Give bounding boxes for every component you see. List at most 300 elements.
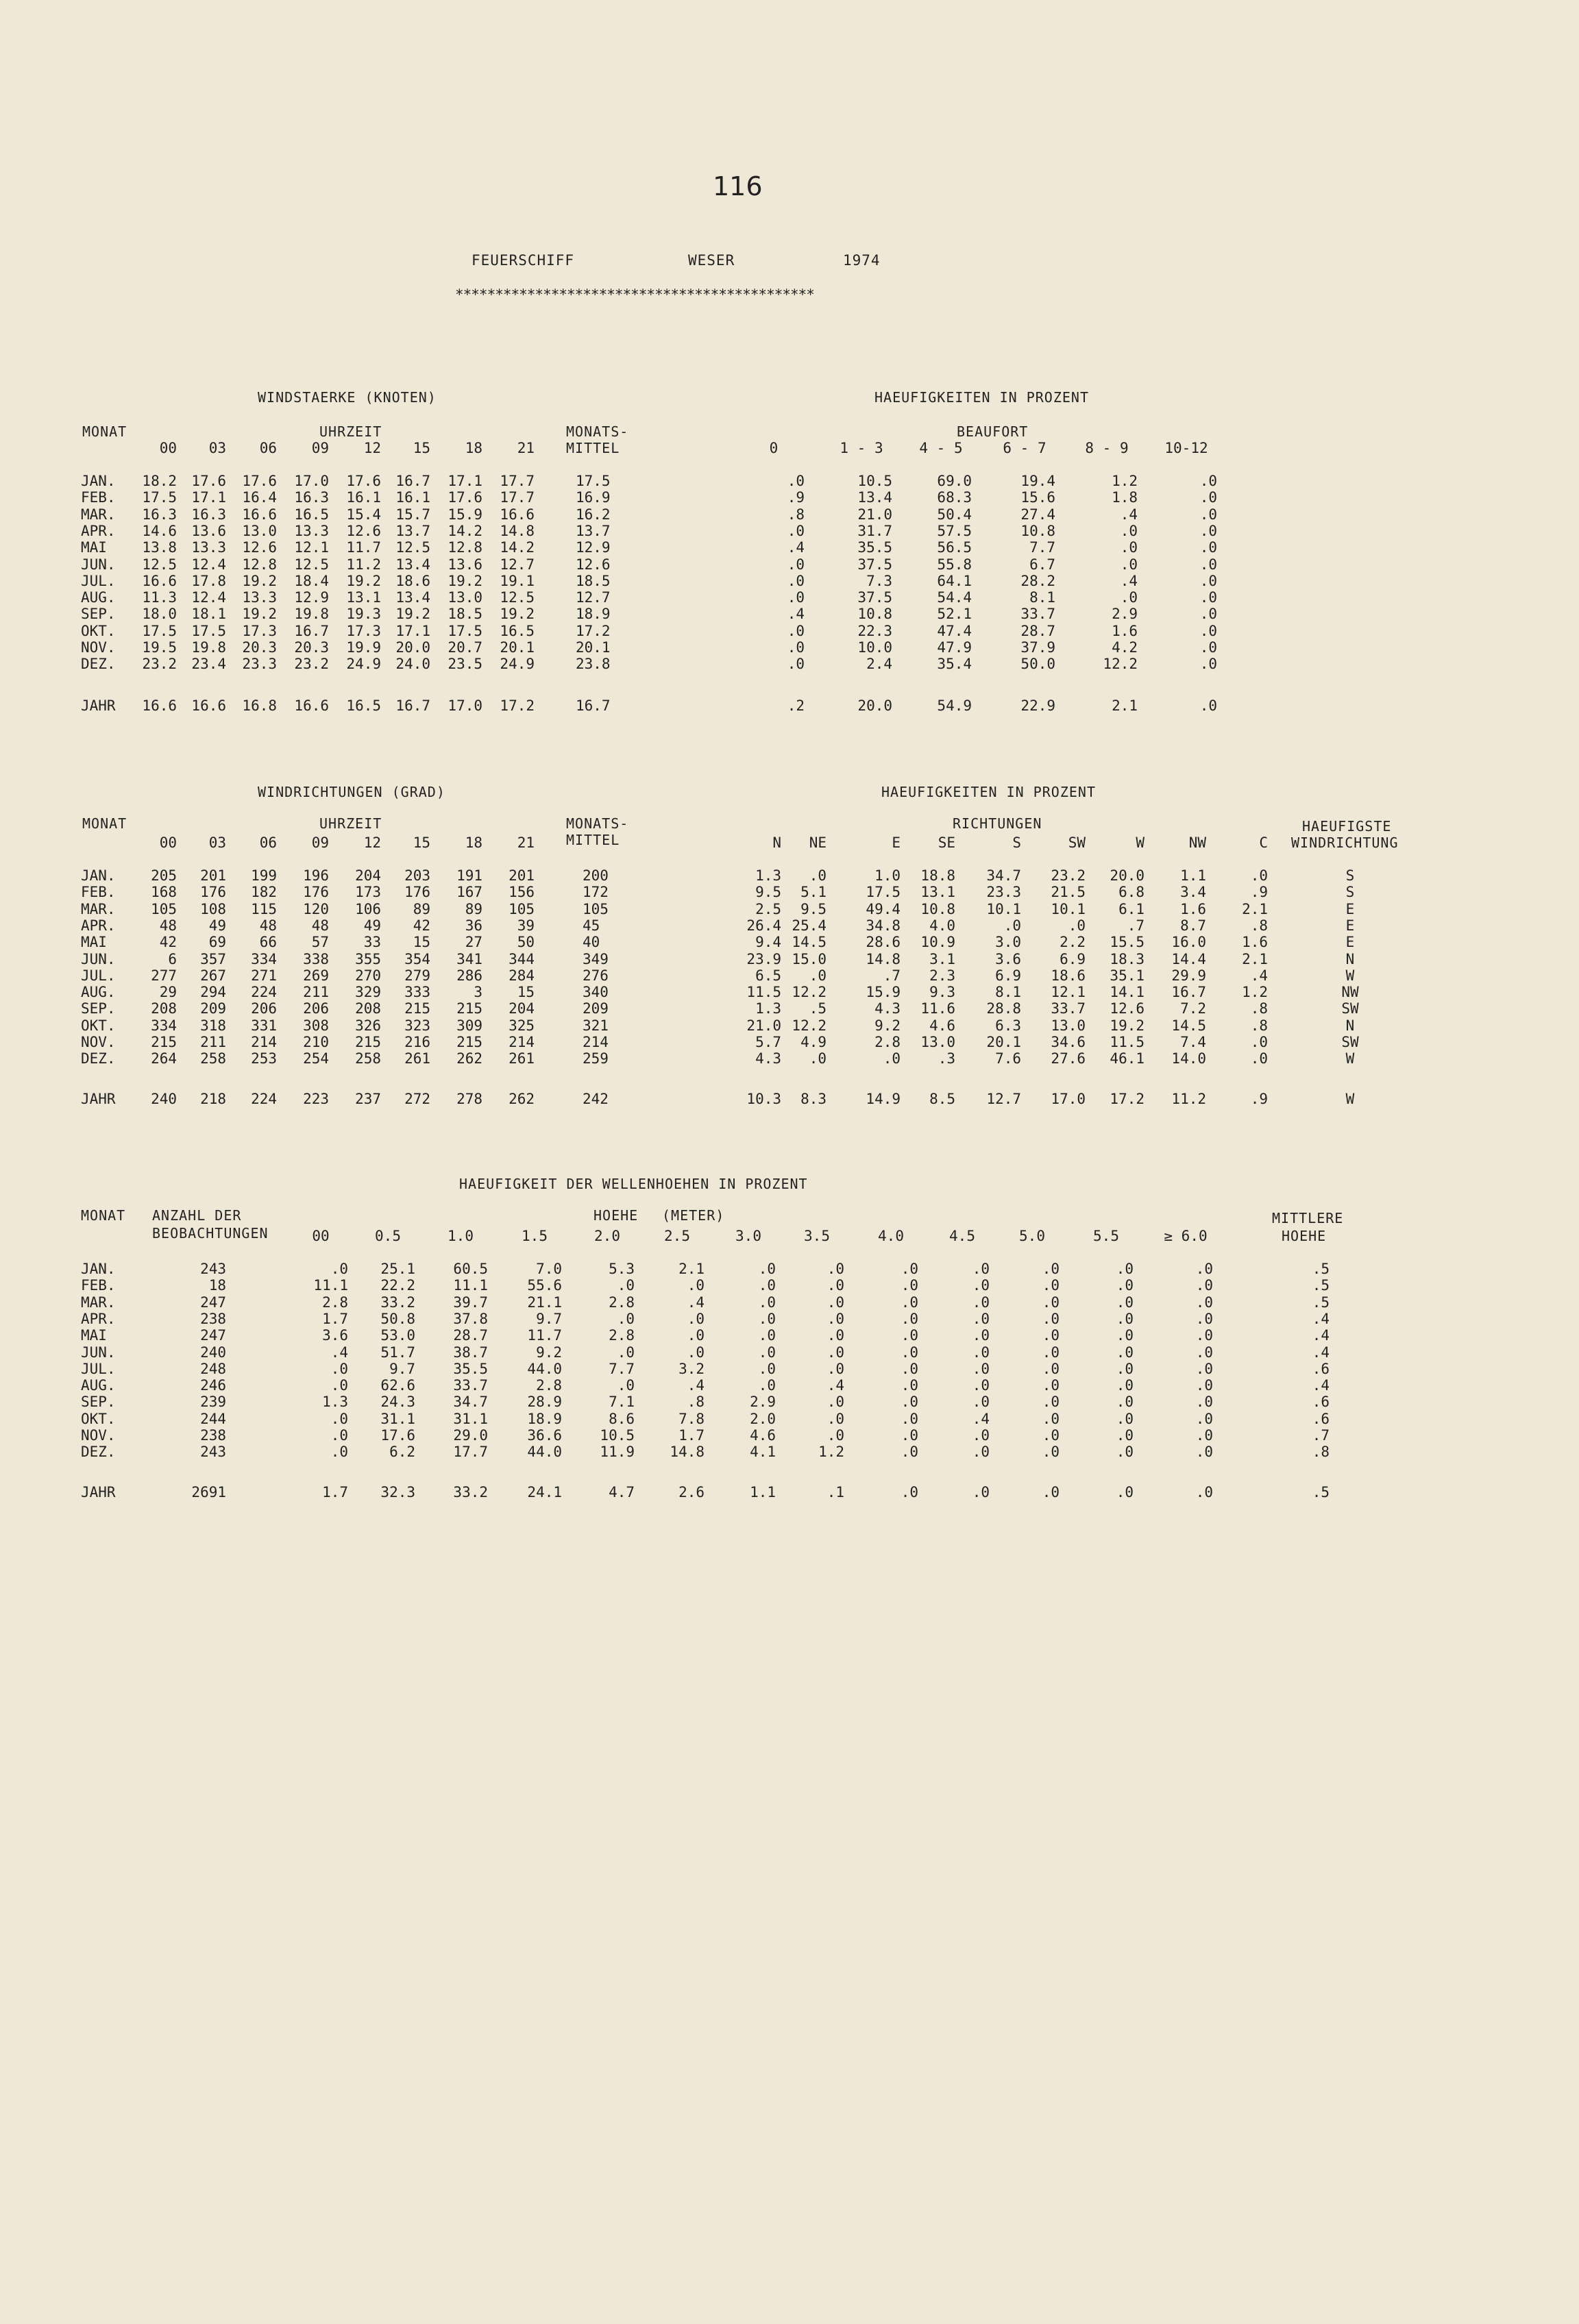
beaufort-percent-value: .0: [1199, 506, 1217, 523]
month-label: DEZ.: [81, 1444, 116, 1461]
direction-percent-value: 10.9: [920, 934, 955, 951]
month-label: JUN.: [81, 556, 116, 573]
wind-speed-value: 13.1: [346, 589, 381, 606]
most-frequent-direction: W: [1345, 1050, 1355, 1067]
wave-percent-value: 62.6: [380, 1377, 415, 1394]
beaufort-percent-value: .0: [1199, 556, 1217, 573]
direction-percent-value: .9: [1250, 1091, 1268, 1107]
month-label: NOV.: [81, 639, 116, 656]
hour-header: 00: [159, 440, 177, 456]
observation-count: 239: [200, 1394, 226, 1411]
wind-speed-value: 18.1: [191, 606, 226, 623]
direction-percent-value: 10.1: [1051, 900, 1086, 917]
most-frequent-direction: SW: [1341, 1000, 1359, 1017]
hour-header: 03: [208, 835, 226, 851]
wind-direction-value: 355: [355, 950, 381, 967]
wind-direction-value: 309: [456, 1017, 482, 1034]
direction-percent-value: .9: [1250, 884, 1268, 901]
beaufort-percent-value: 33.7: [1020, 606, 1055, 623]
mean-height-value: .6: [1312, 1360, 1330, 1377]
s3-anzahl-label: ANZAHL DER: [152, 1207, 242, 1224]
wave-percent-value: 3.6: [322, 1327, 348, 1344]
direction-percent-value: 34.7: [986, 867, 1021, 884]
wind-speed-value: 12.5: [395, 539, 430, 556]
most-frequent-direction: E: [1345, 917, 1355, 934]
month-label: JUN.: [81, 950, 116, 967]
mean-height-value: .5: [1312, 1484, 1330, 1500]
mean-height-value: .5: [1312, 1294, 1330, 1311]
wave-percent-value: 55.6: [527, 1277, 562, 1294]
month-label: MAR.: [81, 506, 116, 523]
direction-percent-value: 21.5: [1051, 884, 1086, 901]
beaufort-percent-value: .0: [787, 556, 805, 573]
wind-direction-value: 210: [303, 1034, 329, 1050]
beaufort-percent-value: 2.9: [1112, 606, 1138, 623]
direction-percent-value: 25.4: [792, 917, 827, 934]
direction-percent-value: 7.4: [1180, 1034, 1206, 1050]
wind-speed-value: 16.6: [242, 506, 277, 523]
beaufort-percent-value: 20.0: [857, 697, 892, 714]
month-label: JUN.: [81, 1344, 116, 1361]
wave-percent-value: .0: [1042, 1394, 1060, 1411]
wind-direction-value: 120: [303, 900, 329, 917]
beaufort-percent-value: 10.8: [857, 606, 892, 623]
s2-monats-label: MONATS-: [566, 815, 629, 832]
s2-right-title: HAEUFIGKEITEN IN PROZENT: [881, 784, 1096, 800]
direction-percent-value: 13.0: [1051, 1017, 1086, 1034]
wave-percent-value: .0: [972, 1444, 990, 1461]
wave-percent-value: 1.3: [322, 1394, 348, 1411]
wind-direction-value: 224: [251, 984, 277, 1001]
most-frequent-direction: W: [1345, 1091, 1355, 1107]
mean-height-value: .4: [1312, 1344, 1330, 1361]
wind-speed-value: 17.5: [191, 622, 226, 639]
wind-speed-value: 17.6: [346, 473, 381, 489]
wave-percent-value: .8: [687, 1394, 705, 1411]
direction-percent-value: 26.4: [746, 917, 781, 934]
wind-direction-value: 39: [517, 917, 535, 934]
direction-percent-value: 12.7: [986, 1091, 1021, 1107]
wind-direction-value: 105: [151, 900, 177, 917]
wave-percent-value: 4.6: [750, 1427, 776, 1444]
wind-speed-value: 13.3: [242, 589, 277, 606]
wave-percent-value: 38.7: [453, 1344, 488, 1361]
beaufort-percent-value: .0: [1199, 572, 1217, 589]
month-label: OKT.: [81, 1017, 116, 1034]
wind-direction-value: 344: [509, 950, 535, 967]
most-frequent-direction: SW: [1341, 1034, 1359, 1050]
wave-percent-value: .0: [617, 1344, 635, 1361]
beaufort-percent-value: 37.5: [857, 589, 892, 606]
wind-direction-value: 3: [474, 984, 482, 1001]
month-label: DEZ.: [81, 656, 116, 673]
wave-percent-value: .0: [1195, 1444, 1213, 1461]
wind-direction-value: 156: [509, 884, 535, 901]
mean-height-value: .4: [1312, 1327, 1330, 1344]
wind-speed-value: 17.7: [500, 489, 535, 506]
wind-speed-value: 19.2: [242, 572, 277, 589]
wind-speed-value: 18.0: [142, 606, 177, 623]
wind-speed-value: 24.0: [395, 656, 430, 673]
wind-speed-value: 13.4: [395, 556, 430, 573]
beaufort-percent-value: 56.5: [937, 539, 972, 556]
wind-speed-value: 17.2: [500, 697, 535, 714]
wind-direction-value: 209: [200, 1000, 226, 1017]
wind-direction-value: 50: [517, 934, 535, 951]
beaufort-percent-value: .0: [787, 473, 805, 489]
wave-percent-value: 44.0: [527, 1444, 562, 1461]
hour-header: 06: [259, 835, 277, 851]
wind-speed-value: 19.8: [294, 606, 329, 623]
wave-percent-value: 50.8: [380, 1310, 415, 1327]
most-frequent-direction: E: [1345, 934, 1355, 951]
direction-percent-value: .8: [1250, 1017, 1268, 1034]
wave-percent-value: 9.7: [389, 1360, 415, 1377]
month-label: FEB.: [81, 884, 116, 901]
wind-speed-value: 16.4: [242, 489, 277, 506]
direction-percent-value: 12.2: [792, 984, 827, 1001]
wind-speed-value: 13.6: [191, 522, 226, 539]
wind-direction-value: 196: [303, 867, 329, 884]
wave-percent-value: .0: [1042, 1310, 1060, 1327]
wind-speed-value: 19.5: [142, 639, 177, 656]
year-label: 1974: [843, 252, 881, 269]
beaufort-percent-value: 31.7: [857, 522, 892, 539]
wave-percent-value: .0: [1195, 1294, 1213, 1311]
wind-direction-value: 33: [363, 934, 381, 951]
wave-percent-value: .0: [758, 1377, 776, 1394]
month-label: OKT.: [81, 622, 116, 639]
direction-percent-value: 34.6: [1051, 1034, 1086, 1050]
beaufort-percent-value: 1.2: [1112, 473, 1138, 489]
wind-direction-value: 318: [200, 1017, 226, 1034]
wind-speed-value: 19.2: [242, 606, 277, 623]
wind-speed-value: 19.3: [346, 606, 381, 623]
wave-percent-value: .0: [827, 1427, 844, 1444]
beaufort-percent-value: 1.8: [1112, 489, 1138, 506]
wind-direction-value: 201: [200, 867, 226, 884]
monthly-mean-value: 349: [583, 950, 609, 967]
wind-speed-value: 12.6: [346, 522, 381, 539]
beaufort-percent-value: .4: [787, 606, 805, 623]
wind-direction-value: 173: [355, 884, 381, 901]
wind-speed-value: 14.2: [500, 539, 535, 556]
wind-speed-value: 17.1: [191, 489, 226, 506]
monthly-mean-value: 20.1: [576, 639, 611, 656]
hour-header: 18: [465, 440, 482, 456]
beaufort-percent-value: .0: [1199, 639, 1217, 656]
beaufort-percent-value: 2.1: [1112, 697, 1138, 714]
beaufort-percent-value: 15.6: [1020, 489, 1055, 506]
beaufort-percent-value: .0: [787, 522, 805, 539]
wind-direction-value: 258: [355, 1050, 381, 1067]
beaufort-percent-value: 50.0: [1020, 656, 1055, 673]
monthly-mean-value: 16.7: [576, 697, 611, 714]
wave-percent-value: 31.1: [453, 1410, 488, 1427]
wave-percent-value: .0: [1042, 1261, 1060, 1277]
wave-percent-value: .0: [972, 1484, 990, 1500]
wave-percent-value: 1.7: [678, 1427, 705, 1444]
wave-percent-value: 1.2: [818, 1444, 844, 1461]
wind-speed-value: 16.6: [294, 697, 329, 714]
monthly-mean-value: 259: [583, 1050, 609, 1067]
wave-percent-value: .0: [1116, 1294, 1134, 1311]
wind-direction-value: 237: [355, 1091, 381, 1107]
wind-direction-value: 223: [303, 1091, 329, 1107]
wave-percent-value: .0: [972, 1377, 990, 1394]
wave-height-header: 4.0: [878, 1228, 904, 1244]
wind-speed-value: 16.5: [346, 697, 381, 714]
beaufort-percent-value: .4: [1120, 506, 1138, 523]
wind-speed-value: 13.3: [191, 539, 226, 556]
beaufort-percent-value: .0: [1199, 473, 1217, 489]
wind-speed-value: 17.5: [142, 622, 177, 639]
wind-speed-value: 20.1: [500, 639, 535, 656]
s3-title: HAEUFIGKEIT DER WELLENHOEHEN IN PROZENT: [459, 1176, 808, 1192]
wave-percent-value: 25.1: [380, 1261, 415, 1277]
direction-percent-value: 9.4: [755, 934, 781, 951]
wind-speed-value: 12.9: [294, 589, 329, 606]
observation-count: 246: [200, 1377, 226, 1394]
hour-header: 12: [363, 440, 381, 456]
mean-height-value: .5: [1312, 1277, 1330, 1294]
wave-percent-value: 51.7: [380, 1344, 415, 1361]
wind-direction-value: 176: [404, 884, 430, 901]
wave-percent-value: .0: [827, 1394, 844, 1411]
month-label: FEB.: [81, 1277, 116, 1294]
direction-percent-value: 1.1: [1180, 867, 1206, 884]
wave-percent-value: 11.1: [453, 1277, 488, 1294]
wave-percent-value: 6.2: [389, 1444, 415, 1461]
wind-direction-value: 208: [151, 1000, 177, 1017]
wave-percent-value: 4.7: [609, 1484, 635, 1500]
wind-direction-value: 308: [303, 1017, 329, 1034]
wave-percent-value: .4: [827, 1377, 844, 1394]
hour-header: 15: [413, 440, 430, 456]
direction-percent-value: 2.8: [874, 1034, 901, 1050]
wave-percent-value: .0: [901, 1360, 918, 1377]
beaufort-class-header: 1 - 3: [840, 440, 883, 456]
wind-direction-value: 215: [456, 1034, 482, 1050]
beaufort-percent-value: .0: [1199, 697, 1217, 714]
wave-percent-value: .0: [758, 1294, 776, 1311]
wind-direction-value: 341: [456, 950, 482, 967]
observation-count: 243: [200, 1444, 226, 1461]
wind-speed-value: 12.5: [142, 556, 177, 573]
direction-percent-value: .4: [1250, 967, 1268, 984]
beaufort-percent-value: 4.2: [1112, 639, 1138, 656]
wave-percent-value: .0: [972, 1277, 990, 1294]
wind-direction-value: 277: [151, 967, 177, 984]
s1-left-title: WINDSTAERKE (KNOTEN): [258, 389, 437, 406]
direction-percent-value: 33.7: [1051, 1000, 1086, 1017]
most-frequent-direction: N: [1345, 1017, 1355, 1034]
month-label: SEP.: [81, 1394, 116, 1411]
direction-percent-value: 17.5: [866, 884, 901, 901]
wind-speed-value: 19.2: [500, 606, 535, 623]
wind-direction-value: 338: [303, 950, 329, 967]
direction-percent-value: .0: [809, 1050, 827, 1067]
wave-percent-value: .0: [1116, 1394, 1134, 1411]
beaufort-percent-value: .0: [1199, 606, 1217, 623]
direction-percent-value: .0: [1003, 917, 1021, 934]
wind-speed-value: 23.5: [448, 656, 482, 673]
wind-direction-value: 15: [517, 984, 535, 1001]
beaufort-percent-value: 22.9: [1020, 697, 1055, 714]
hour-header: 21: [517, 440, 535, 456]
month-label: JUL.: [81, 967, 116, 984]
wind-speed-value: 14.6: [142, 522, 177, 539]
wind-direction-value: 211: [303, 984, 329, 1001]
beaufort-percent-value: 7.3: [866, 572, 892, 589]
wave-percent-value: 2.8: [536, 1377, 562, 1394]
direction-header: NE: [809, 835, 827, 851]
direction-percent-value: 9.3: [929, 984, 955, 1001]
wind-speed-value: 16.3: [191, 506, 226, 523]
direction-percent-value: .0: [1068, 917, 1086, 934]
direction-percent-value: 14.8: [866, 950, 901, 967]
beaufort-percent-value: 1.6: [1112, 622, 1138, 639]
mean-height-value: .5: [1312, 1261, 1330, 1277]
wind-direction-value: 214: [509, 1034, 535, 1050]
beaufort-percent-value: 50.4: [937, 506, 972, 523]
direction-percent-value: 20.1: [986, 1034, 1021, 1050]
s1-beaufort-label: BEAUFORT: [957, 423, 1029, 440]
wave-percent-value: .0: [1116, 1444, 1134, 1461]
wind-direction-value: 326: [355, 1017, 381, 1034]
direction-percent-value: 2.5: [755, 900, 781, 917]
wind-speed-value: 18.5: [448, 606, 482, 623]
wind-direction-value: 272: [404, 1091, 430, 1107]
wind-speed-value: 16.6: [142, 697, 177, 714]
month-label: MAR.: [81, 900, 116, 917]
wave-percent-value: 1.1: [750, 1484, 776, 1500]
wind-direction-value: 262: [509, 1091, 535, 1107]
wind-speed-value: 13.0: [448, 589, 482, 606]
beaufort-percent-value: .0: [1120, 522, 1138, 539]
observation-count: 248: [200, 1360, 226, 1377]
wind-direction-value: 294: [200, 984, 226, 1001]
wind-direction-value: 354: [404, 950, 430, 967]
beaufort-percent-value: .0: [1199, 589, 1217, 606]
wave-percent-value: .0: [1042, 1410, 1060, 1427]
wave-percent-value: .0: [972, 1427, 990, 1444]
monthly-mean-value: 18.5: [576, 572, 611, 589]
wind-direction-value: 108: [200, 900, 226, 917]
wave-percent-value: .0: [758, 1310, 776, 1327]
beaufort-percent-value: 47.9: [937, 639, 972, 656]
s3-meter-label: (METER): [662, 1207, 725, 1224]
wave-height-header: 3.0: [735, 1228, 761, 1244]
monthly-mean-value: 12.9: [576, 539, 611, 556]
wind-direction-value: 6: [168, 950, 177, 967]
wind-speed-value: 16.8: [242, 697, 277, 714]
wave-percent-value: .0: [1042, 1427, 1060, 1444]
wave-percent-value: .0: [330, 1427, 348, 1444]
wave-percent-value: 44.0: [527, 1360, 562, 1377]
wave-percent-value: .0: [687, 1327, 705, 1344]
most-frequent-direction: S: [1345, 884, 1355, 901]
wave-percent-value: .0: [827, 1410, 844, 1427]
wave-percent-value: 11.1: [313, 1277, 348, 1294]
wave-percent-value: 36.6: [527, 1427, 562, 1444]
direction-percent-value: .5: [809, 1000, 827, 1017]
monthly-mean-value: 16.9: [576, 489, 611, 506]
wind-direction-value: 206: [251, 1000, 277, 1017]
wind-direction-value: 284: [509, 967, 535, 984]
wave-percent-value: .0: [1116, 1310, 1134, 1327]
month-label: JAN.: [81, 867, 116, 884]
wave-percent-value: 5.3: [609, 1261, 635, 1277]
direction-percent-value: .7: [883, 967, 901, 984]
direction-percent-value: 1.6: [1180, 900, 1206, 917]
wind-direction-value: 48: [311, 917, 329, 934]
direction-percent-value: .0: [1250, 867, 1268, 884]
direction-percent-value: 12.6: [1110, 1000, 1145, 1017]
wave-percent-value: .0: [1042, 1377, 1060, 1394]
wave-height-header: ≥ 6.0: [1164, 1228, 1208, 1244]
s3-monat-label: MONAT: [81, 1207, 126, 1224]
direction-percent-value: 18.6: [1051, 967, 1086, 984]
s2-uhrzeit-label: UHRZEIT: [319, 815, 382, 832]
wave-percent-value: .0: [758, 1261, 776, 1277]
wave-percent-value: 1.7: [322, 1484, 348, 1500]
wave-percent-value: .0: [687, 1344, 705, 1361]
direction-percent-value: 17.2: [1110, 1091, 1145, 1107]
month-label: JAHR: [81, 1091, 116, 1107]
wind-speed-value: 14.8: [500, 522, 535, 539]
beaufort-percent-value: 13.4: [857, 489, 892, 506]
direction-percent-value: 4.3: [755, 1050, 781, 1067]
wind-speed-value: 16.7: [395, 473, 430, 489]
beaufort-percent-value: 28.7: [1020, 622, 1055, 639]
wave-percent-value: .0: [901, 1310, 918, 1327]
wave-percent-value: .0: [827, 1360, 844, 1377]
wave-percent-value: .0: [1042, 1294, 1060, 1311]
wind-speed-value: 15.4: [346, 506, 381, 523]
direction-percent-value: 13.1: [920, 884, 955, 901]
direction-header: NW: [1188, 835, 1206, 851]
beaufort-class-header: 6 - 7: [1003, 440, 1046, 456]
wind-speed-value: 19.2: [448, 572, 482, 589]
wave-height-header: 3.5: [804, 1228, 830, 1244]
wave-percent-value: 29.0: [453, 1427, 488, 1444]
wave-percent-value: .0: [330, 1377, 348, 1394]
most-frequent-direction: W: [1345, 967, 1355, 984]
wave-height-header: 2.5: [664, 1228, 690, 1244]
wave-percent-value: .0: [1195, 1360, 1213, 1377]
monthly-mean-value: 40: [583, 934, 600, 951]
wave-percent-value: 9.7: [536, 1310, 562, 1327]
beaufort-percent-value: 47.4: [937, 622, 972, 639]
wind-direction-value: 269: [303, 967, 329, 984]
wave-percent-value: .0: [1116, 1261, 1134, 1277]
beaufort-class-header: 0: [769, 440, 779, 456]
beaufort-percent-value: .9: [787, 489, 805, 506]
month-label: APR.: [81, 917, 116, 934]
wave-percent-value: .0: [1042, 1344, 1060, 1361]
monthly-mean-value: 17.5: [576, 473, 611, 489]
observation-count: 247: [200, 1327, 226, 1344]
beaufort-percent-value: 6.7: [1029, 556, 1055, 573]
wave-percent-value: .4: [330, 1344, 348, 1361]
wind-direction-value: 214: [251, 1034, 277, 1050]
direction-percent-value: 9.2: [874, 1017, 901, 1034]
wind-speed-value: 17.1: [448, 473, 482, 489]
month-label: DEZ.: [81, 1050, 116, 1067]
observation-count: 238: [200, 1427, 226, 1444]
beaufort-percent-value: .4: [787, 539, 805, 556]
